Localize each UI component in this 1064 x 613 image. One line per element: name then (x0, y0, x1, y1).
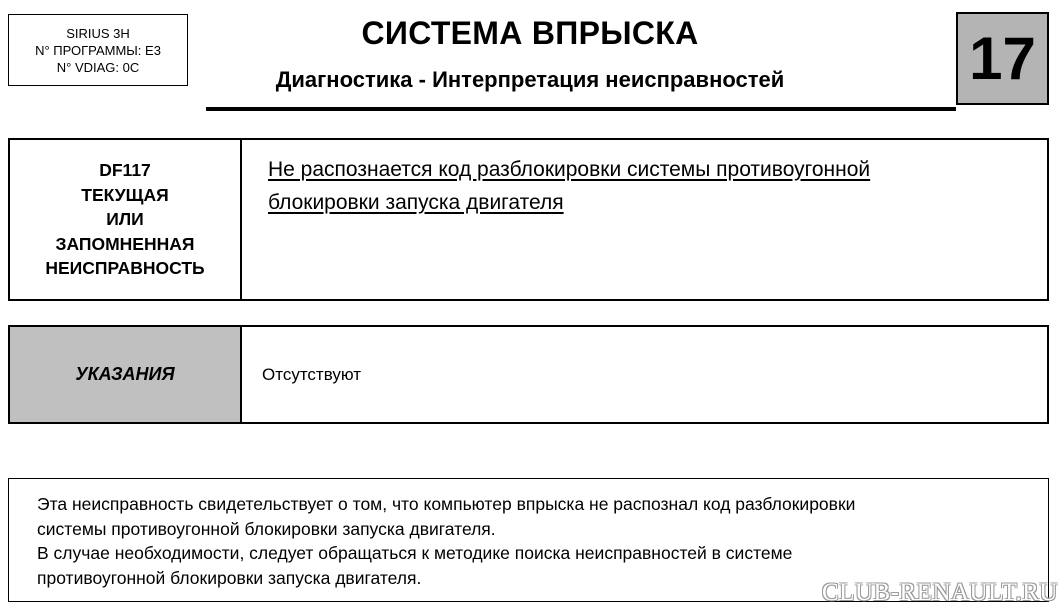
page-subtitle: Диагностика - Интерпретация неисправностей (275, 67, 785, 92)
program-info-line-2: N° ПРОГРАММЫ: E3 (35, 42, 161, 58)
fault-code: DF117 (99, 160, 151, 181)
fault-code-cell (10, 140, 242, 299)
description-line: Эта неисправность свидетельствует о том, что компьютер впрыска не распознал код разблокировки (37, 494, 856, 514)
fault-title-line: Не распознается код разблокировки системы противоугонной (268, 158, 871, 181)
fault-title-cell (242, 140, 1047, 299)
notes-section (8, 325, 1049, 424)
fault-status-line: ТЕКУЩАЯ (81, 184, 169, 205)
program-info-line-1: SIRIUS 3H (66, 25, 130, 41)
notes-value: Отсутствуют (262, 364, 362, 384)
description-line: противоугонной блокировки запуска двигателя. (37, 567, 422, 588)
fault-status-line: ИЛИ (106, 209, 144, 230)
fault-status-line: НЕИСПРАВНОСТЬ (45, 258, 205, 279)
description-line: системы противоугонной блокировки запуска двигателя. (37, 518, 496, 539)
fault-title-line: блокировки запуска двигателя (268, 191, 564, 214)
title-divider (206, 107, 956, 111)
description-line: В случае необходимости, следует обращаться к методике поиска неисправностей в системе (37, 543, 793, 563)
page-title: СИСТЕМА ВПРЫСКА (361, 15, 699, 51)
watermark: CLUB-RENAULT.RU (822, 579, 1058, 606)
fault-section (8, 138, 1049, 301)
chapter-number-badge: 17 (956, 12, 1049, 105)
program-info-line-3: N° VDIAG: 0C (56, 59, 140, 75)
program-info-box (8, 14, 188, 86)
fault-status-line: ЗАПОМНЕННАЯ (55, 233, 195, 254)
notes-label: УКАЗАНИЯ (10, 327, 242, 422)
